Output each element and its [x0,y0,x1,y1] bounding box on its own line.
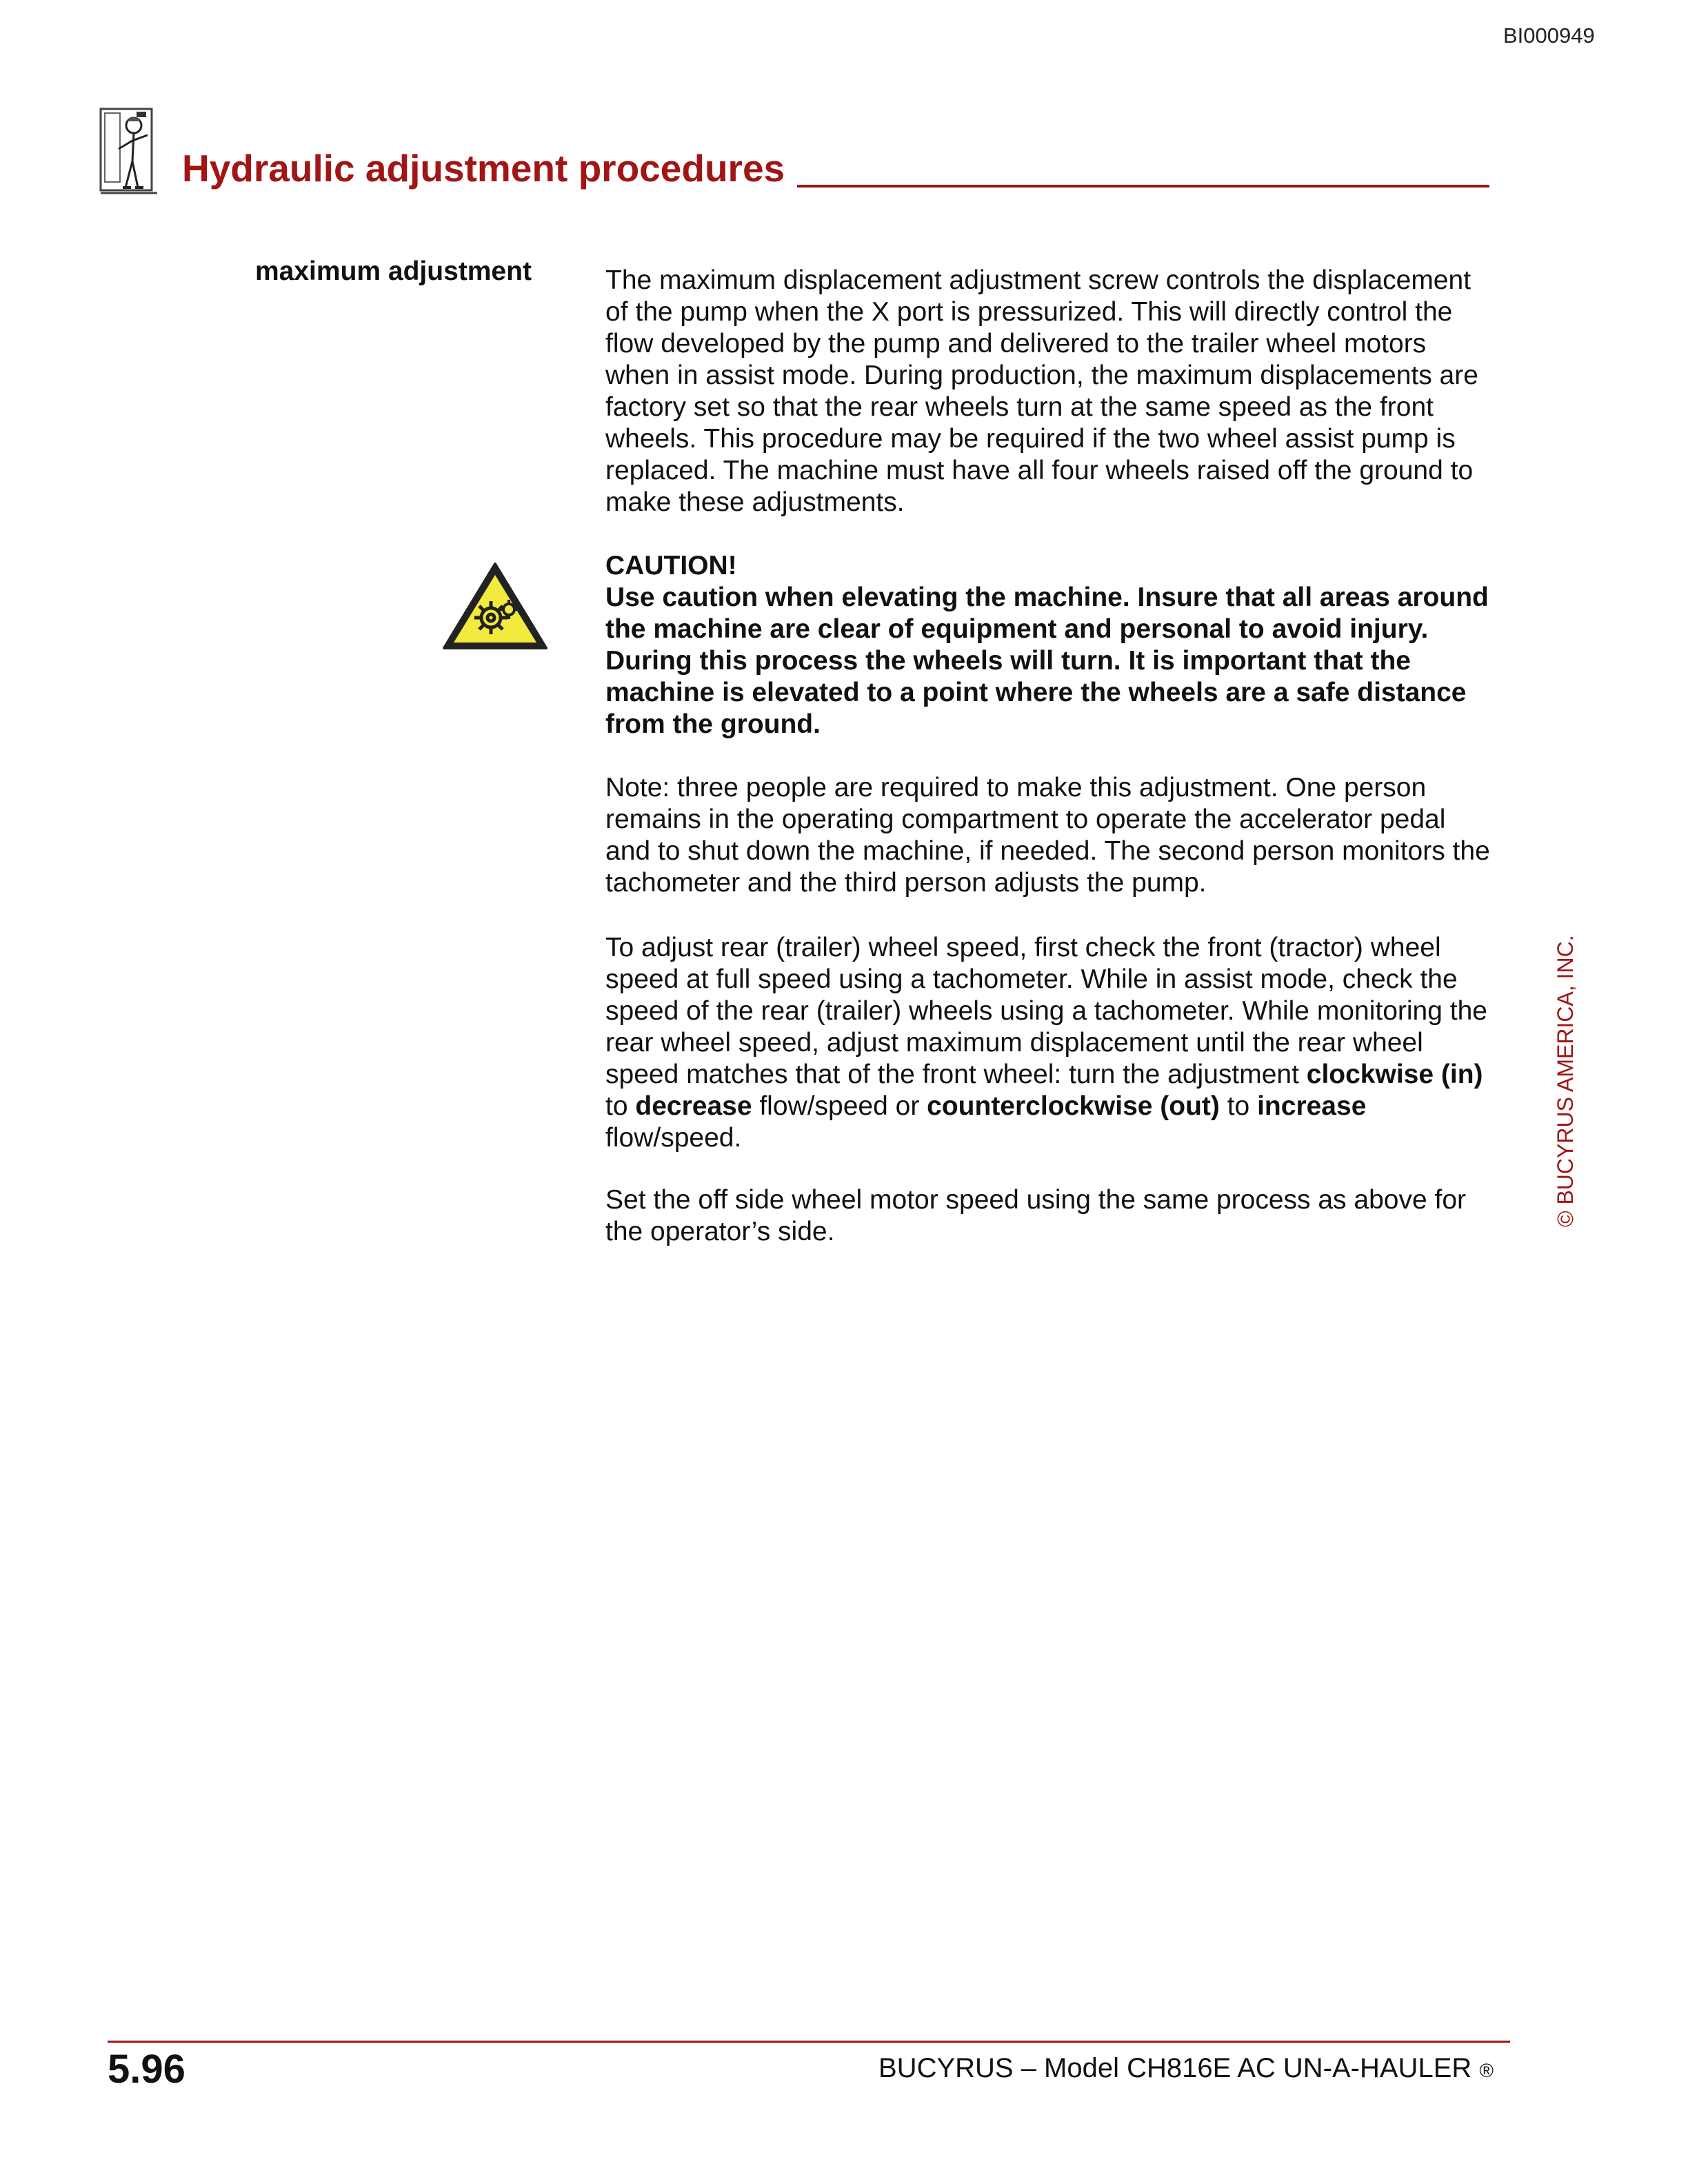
adjust-increase: increase [1257,1091,1367,1121]
caution-text: Use caution when elevating the machine. Insure that all areas around the machine are clear of equipment and personal to avoid injury. During this process the wheels will turn. It is important that the machine is elevated to a point where the wheels are a safe distance from the ground. [605,583,1489,739]
adjust-clockwise: clockwise (in) [1306,1060,1483,1089]
adjust-counterclockwise: counterclockwise (out) [927,1091,1220,1121]
intro-text: The maximum displacement adjustment screw controls the displacement of the pump when the X port is pressurized. This will directly control the flow developed by the pump and delivered to the trailer wheel motors when in assist mode. During production, the maximum displacements are factory set so that the rear wheels turn at the same speed as the front wheels. This procedure may be required if the two wheel assist pump is replaced. The machine must have all four wheels raised off the ground to make these adjustments. [605,265,1478,517]
adjust-to1: to [605,1091,636,1121]
intro-paragraph [605,265,1495,518]
copyright-notice: © BUCYRUS AMERICA, INC. [1553,935,1578,1227]
adjust-to2: to [1219,1091,1258,1121]
title-underline [797,185,1489,188]
caution-heading: CAUTION! [605,551,737,580]
technician-icon [98,108,160,199]
final-text: Set the off side wheel motor speed using the same process as above for the operator’s side. [605,1185,1466,1246]
adjustment-paragraph [605,932,1495,1154]
caution-block [605,550,1495,740]
note-text: Note: three people are required to make this adjustment. One person remains in the operating compartment to operate the accelerator pedal and to shut down the machine, if needed. The second person monitors the tachometer and the third person adjusts the pump. [605,773,1490,898]
page-title: Hydraulic adjustment procedures [182,147,785,190]
footer-title: BUCYRUS – Model CH816E AC UN-A-HAULER [878,2053,1472,2083]
footer-model [878,2053,1494,2084]
adjustment-text [605,932,1495,1154]
page-number: 5.96 [108,2047,185,2092]
adjust-intro: To adjust rear (trailer) wheel speed, first check the front (tractor) wheel speed at full speed using a tachometer. While in assist mode, check the speed of the rear (trailer) wheels using a tachometer. While monitoring the rear wheel speed, adjust maximum displacement until the rear wheel speed matches that of the front wheel: turn the adjustment [605,933,1487,1089]
document-id: BI000949 [1503,23,1595,48]
gear-hazard-warning-icon [440,560,550,652]
footer-rule [108,2041,1510,2043]
section-label: maximum adjustment [255,256,532,286]
final-paragraph [605,1184,1495,1248]
adjust-mid: flow/speed or [752,1091,927,1121]
registered-mark: ® [1479,2060,1494,2081]
adjust-decrease: decrease [635,1091,752,1121]
note-paragraph [605,772,1495,899]
adjust-end: flow/speed. [605,1123,742,1153]
